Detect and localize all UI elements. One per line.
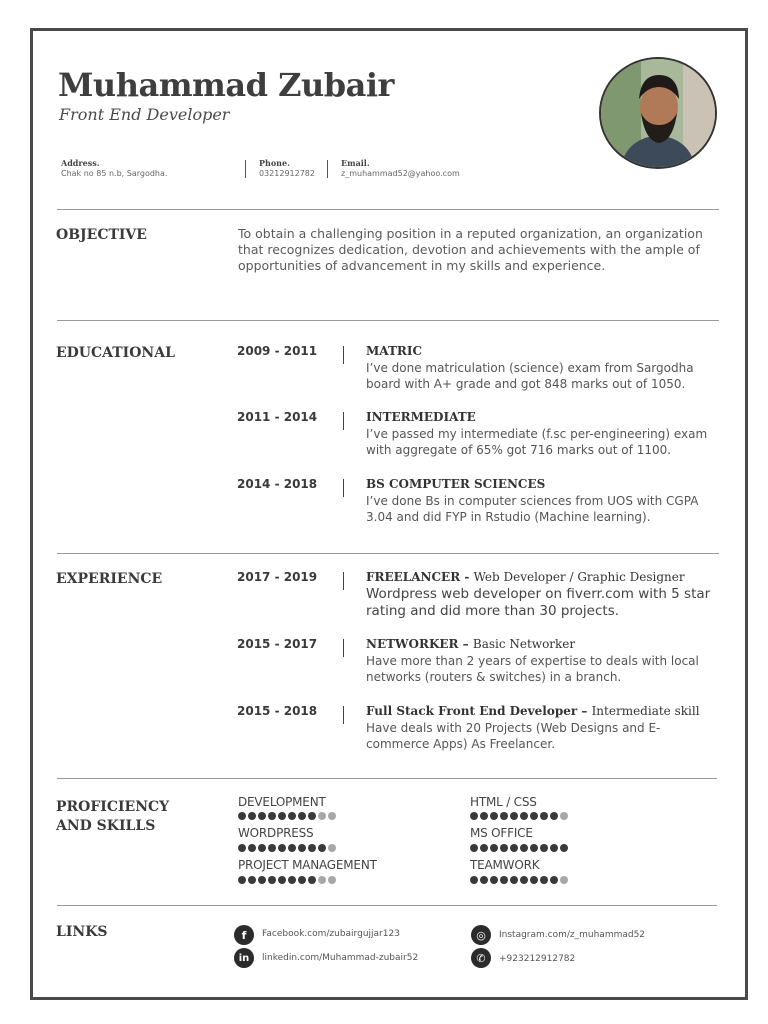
rating-dot-empty <box>318 876 326 884</box>
email-value: z_muhammad52@yahoo.com <box>341 169 460 178</box>
entry-description: I’ve done matriculation (science) exam from Sargodha board with A+ grade and got 848 marks out of 1050. <box>366 361 694 391</box>
entry-description: Have deals with 20 Projects (Web Designs and E-commerce Apps) As Freelancer. <box>366 721 661 751</box>
rating-dot-filled <box>308 844 316 852</box>
email-label: Email. <box>341 158 370 168</box>
objective-text: To obtain a challenging position in a reputed organization, an organization that recognizes dedication, devotion and achievements with the ample of opportunities of advancement in my skills and experience. <box>238 226 703 273</box>
skill-rating <box>470 844 568 852</box>
rating-dot-filled <box>268 876 276 884</box>
rating-dot-empty <box>328 844 336 852</box>
skill-name: PROJECT MANAGEMENT <box>238 858 377 872</box>
entry-description: I’ve done Bs in computer sciences from UOS with CGPA 3.04 and did FYP in Rstudio (Machine learning). <box>366 494 699 524</box>
entry-description: Wordpress web developer on fiverr.com with 5 star rating and did more than 30 projects. <box>366 586 711 619</box>
skill-name: WORDPRESS <box>238 826 314 840</box>
whatsapp-icon[interactable]: ✆ <box>471 948 491 968</box>
experience-heading: EXPERIENCE <box>56 571 163 587</box>
rating-dot-filled <box>490 876 498 884</box>
entry-years: 2015 - 2017 <box>237 637 318 651</box>
rating-dot-filled <box>278 812 286 820</box>
rating-dot-filled <box>540 844 548 852</box>
objective-heading: OBJECTIVE <box>56 227 147 243</box>
rating-dot-filled <box>258 844 266 852</box>
rating-dot-filled <box>298 876 306 884</box>
profile-photo <box>599 57 717 169</box>
entry-years: 2011 - 2014 <box>237 410 318 424</box>
rating-dot-filled <box>248 876 256 884</box>
rating-dot-empty <box>560 812 568 820</box>
rating-dot-filled <box>520 844 528 852</box>
rating-dot-filled <box>550 876 558 884</box>
rating-dot-filled <box>318 844 326 852</box>
timeline-tick <box>343 639 344 657</box>
rating-dot-filled <box>278 844 286 852</box>
section-divider <box>57 778 717 779</box>
section-divider <box>57 905 717 906</box>
rating-dot-filled <box>288 876 296 884</box>
section-divider <box>57 553 719 554</box>
facebook-link[interactable]: Facebook.com/zubairgujjar123 <box>262 929 400 939</box>
rating-dot-empty <box>560 876 568 884</box>
rating-dot-filled <box>540 812 548 820</box>
rating-dot-filled <box>248 844 256 852</box>
rating-dot-filled <box>238 876 246 884</box>
rating-dot-filled <box>530 844 538 852</box>
rating-dot-filled <box>258 812 266 820</box>
timeline-tick <box>343 572 344 590</box>
entry-description: I’ve passed my intermediate (f.sc per-engineering) exam with aggregate of 65% got 716 marks out of 1100. <box>366 427 708 457</box>
skill-name: HTML / CSS <box>470 795 537 809</box>
entry-years: 2017 - 2019 <box>237 570 318 584</box>
rating-dot-filled <box>540 876 548 884</box>
rating-dot-filled <box>288 844 296 852</box>
rating-dot-filled <box>298 844 306 852</box>
education-heading: EDUCATIONAL <box>56 345 175 361</box>
rating-dot-filled <box>480 876 488 884</box>
rating-dot-filled <box>510 876 518 884</box>
timeline-tick <box>343 479 344 497</box>
timeline-tick <box>343 346 344 364</box>
rating-dot-filled <box>550 812 558 820</box>
skill-rating <box>238 812 336 820</box>
skills-heading-line2: AND SKILLS <box>56 818 156 834</box>
rating-dot-filled <box>500 876 508 884</box>
timeline-tick <box>343 412 344 430</box>
rating-dot-filled <box>308 876 316 884</box>
links-heading: LINKS <box>56 924 108 940</box>
entry-years: 2014 - 2018 <box>237 477 318 491</box>
rating-dot-filled <box>480 844 488 852</box>
rating-dot-filled <box>480 812 488 820</box>
rating-dot-filled <box>510 812 518 820</box>
skill-rating <box>470 876 568 884</box>
linkedin-link[interactable]: linkedin.com/Muhammad-zubair52 <box>262 953 419 963</box>
rating-dot-filled <box>268 812 276 820</box>
rating-dot-filled <box>470 844 478 852</box>
profile-photo-image <box>601 59 715 167</box>
rating-dot-filled <box>490 844 498 852</box>
entry-title: INTERMEDIATE <box>366 410 476 424</box>
skill-rating <box>238 876 336 884</box>
rating-dot-filled <box>288 812 296 820</box>
entry-title: BS COMPUTER SCIENCES <box>366 477 546 491</box>
rating-dot-filled <box>470 876 478 884</box>
skill-rating <box>238 844 336 852</box>
rating-dot-filled <box>278 876 286 884</box>
section-divider <box>57 209 719 210</box>
rating-dot-filled <box>298 812 306 820</box>
entry-subtitle: Web Developer / Graphic Designer <box>473 570 685 584</box>
entry-title-line <box>366 637 575 651</box>
rating-dot-filled <box>530 812 538 820</box>
entry-title: FREELANCER - <box>366 570 470 584</box>
skills-heading: PROFICIENCY <box>56 799 170 815</box>
rating-dot-filled <box>530 876 538 884</box>
entry-title-line <box>366 570 685 584</box>
contact-divider <box>327 160 328 178</box>
section-divider <box>57 320 719 321</box>
rating-dot-filled <box>238 844 246 852</box>
rating-dot-filled <box>500 844 508 852</box>
linkedin-icon[interactable]: in <box>234 948 254 968</box>
candidate-name: Muhammad Zubair <box>58 66 394 104</box>
contact-divider <box>245 160 246 178</box>
rating-dot-filled <box>248 812 256 820</box>
rating-dot-filled <box>490 812 498 820</box>
rating-dot-filled <box>258 876 266 884</box>
entry-description: Have more than 2 years of expertise to deals with local networks (routers & switches) in a branch. <box>366 654 699 684</box>
instagram-link[interactable]: Instagram.com/z_muhammad52 <box>499 930 646 940</box>
skill-name: DEVELOPMENT <box>238 795 326 809</box>
rating-dot-empty <box>318 812 326 820</box>
phone-label: Phone. <box>259 158 290 168</box>
entry-subtitle: Basic Networker <box>472 637 576 651</box>
entry-title-line <box>366 704 700 718</box>
rating-dot-filled <box>500 812 508 820</box>
entry-title: MATRIC <box>366 344 423 358</box>
rating-dot-filled <box>560 844 568 852</box>
facebook-icon[interactable]: f <box>234 925 254 945</box>
rating-dot-filled <box>520 812 528 820</box>
rating-dot-filled <box>268 844 276 852</box>
skill-name: MS OFFICE <box>470 826 533 840</box>
rating-dot-filled <box>510 844 518 852</box>
rating-dot-filled <box>550 844 558 852</box>
skill-name: TEAMWORK <box>470 858 540 872</box>
candidate-role: Front End Developer <box>59 105 230 124</box>
rating-dot-filled <box>520 876 528 884</box>
whatsapp-link[interactable]: +923212912782 <box>499 954 576 964</box>
entry-years: 2009 - 2011 <box>237 344 318 358</box>
rating-dot-empty <box>328 812 336 820</box>
instagram-icon[interactable]: ◎ <box>471 925 491 945</box>
phone-value: 03212912782 <box>259 169 315 178</box>
entry-title: Full Stack Front End Developer – <box>366 704 588 718</box>
rating-dot-empty <box>328 876 336 884</box>
entry-subtitle: Intermediate skill <box>591 704 700 718</box>
address-label: Address. <box>61 158 100 168</box>
timeline-tick <box>343 706 344 724</box>
address-value: Chak no 85 n.b, Sargodha. <box>61 169 168 178</box>
entry-years: 2015 - 2018 <box>237 704 318 718</box>
entry-title: NETWORKER – <box>366 637 469 651</box>
rating-dot-filled <box>308 812 316 820</box>
rating-dot-filled <box>238 812 246 820</box>
skill-rating <box>470 812 568 820</box>
rating-dot-filled <box>470 812 478 820</box>
